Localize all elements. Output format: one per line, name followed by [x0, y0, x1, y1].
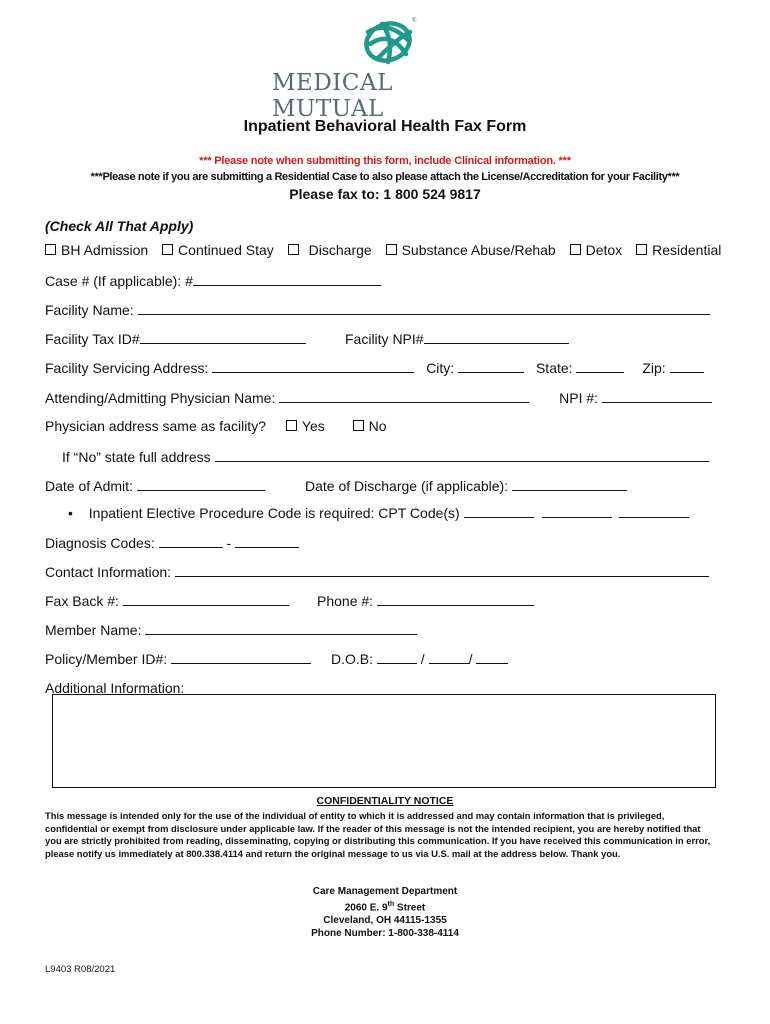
confidentiality-body: This message is intended only for the use of the individual of entity to which it is addressed and may contain information that is privileged, confidential or exempt from disclosure under applicable law. If the reader of this message is not the intended recipient, you are hereby notified that you are strictly prohibited from reading, disseminating, copying or distributing this communication. If you have received this communication in error, please notify us immediately at 800.338.4114 and return the original message to us via U.S. mail at the address below. Thank you.	[45, 810, 711, 859]
checkbox-substance-abuse[interactable]: Substance Abuse/Rehab	[386, 242, 556, 258]
date-admit-row: Date of Admit:	[45, 477, 265, 494]
note-clinical: *** Please note when submitting this form, include Clinical information. ***	[199, 155, 571, 167]
full-address-field[interactable]	[215, 448, 709, 462]
policy-id-row: Policy/Member ID#:	[45, 650, 311, 667]
checkbox-bh-admission[interactable]: BH Admission	[45, 242, 148, 258]
elective-row: • Inpatient Elective Procedure Code is required: CPT Code(s)	[68, 504, 689, 521]
facility-name-field[interactable]	[138, 301, 710, 315]
case-number-row: Case # (If applicable): #	[45, 272, 381, 289]
physician-same-row: Physician address same as facility? Yes No	[45, 418, 387, 434]
facility-npi-field[interactable]	[424, 330, 569, 344]
full-address-row: If “No” state full address	[62, 448, 709, 465]
brand-name: MEDICAL MUTUAL	[272, 70, 393, 122]
physician-name-row: Attending/Admitting Physician Name: NPI #:	[45, 389, 712, 406]
zip-field[interactable]	[670, 359, 704, 373]
checkbox-yes[interactable]: Yes	[286, 418, 325, 434]
dob-row: D.O.B: / /	[331, 650, 508, 667]
facility-name-row: Facility Name:	[45, 301, 710, 318]
fax-back-field[interactable]	[123, 592, 289, 606]
contact-row: Contact Information:	[45, 563, 709, 580]
department: Care Management Department	[312, 886, 458, 897]
diagnosis-row: Diagnosis Codes: -	[45, 534, 299, 551]
facility-tax-id-row: Facility Tax ID#	[45, 330, 306, 347]
form-code: L9403 R08/2021	[45, 964, 116, 975]
facility-npi-row: Facility NPI#	[345, 330, 569, 347]
member-name-field[interactable]	[145, 621, 417, 635]
address-block	[0, 885, 770, 940]
facility-address-field[interactable]	[212, 359, 414, 373]
cpt-code-3[interactable]	[619, 504, 689, 518]
checkbox-discharge[interactable]: Discharge	[288, 242, 372, 258]
medical-mutual-logo-icon	[270, 10, 500, 70]
dob-month-field[interactable]	[377, 650, 417, 664]
state-field[interactable]	[576, 359, 624, 373]
checkbox-detox[interactable]: Detox	[570, 242, 623, 258]
cpt-code-1[interactable]	[464, 504, 534, 518]
phone-row: Phone #:	[317, 592, 534, 609]
diagnosis-code-1[interactable]	[159, 534, 223, 548]
date-discharge-field[interactable]	[512, 477, 627, 491]
options-row	[45, 242, 721, 258]
facility-address-row: Facility Servicing Address: City: State: Zip:	[45, 359, 704, 376]
fax-to: Please fax to: 1 800 524 9817	[289, 186, 481, 202]
date-admit-field[interactable]	[137, 477, 265, 491]
case-number-field[interactable]	[193, 272, 381, 286]
form-title: Inpatient Behavioral Health Fax Form	[243, 118, 527, 135]
fax-back-row: Fax Back #:	[45, 592, 289, 609]
checkbox-residential[interactable]: Residential	[636, 242, 721, 258]
dob-day-field[interactable]	[429, 650, 469, 664]
phone-field[interactable]	[377, 592, 534, 606]
diagnosis-code-2[interactable]	[235, 534, 299, 548]
facility-tax-id-field[interactable]	[140, 330, 306, 344]
date-discharge-row: Date of Discharge (if applicable):	[305, 477, 627, 494]
additional-info-box[interactable]	[52, 694, 716, 788]
confidentiality-heading: CONFIDENTIALITY NOTICE	[316, 795, 454, 807]
note-residential: ***Please note if you are submitting a Residential Case to also please attach the License/Accreditation for your Facility***	[90, 171, 680, 183]
policy-id-field[interactable]	[171, 650, 311, 664]
bullet-icon: •	[68, 505, 73, 521]
checkbox-no[interactable]: No	[353, 418, 387, 434]
physician-name-field[interactable]	[279, 389, 529, 403]
npi-field[interactable]	[602, 389, 712, 403]
dob-year-field[interactable]	[476, 650, 508, 664]
city-state-zip: Cleveland, OH 44115-1355	[323, 915, 447, 927]
phone-number: Phone Number: 1-800-338-4114	[311, 928, 459, 940]
checkbox-continued-stay[interactable]: Continued Stay	[162, 242, 274, 258]
street: 2060 E. 9th Street	[344, 901, 426, 914]
city-field[interactable]	[458, 359, 524, 373]
additional-info-label: Additional Information:	[45, 680, 185, 696]
cpt-code-2[interactable]	[542, 504, 612, 518]
contact-field[interactable]	[175, 563, 709, 577]
logo	[270, 10, 500, 122]
member-name-row: Member Name:	[45, 621, 417, 638]
check-all-label: (Check All That Apply)	[45, 218, 194, 234]
svg-text:®: ®	[412, 18, 417, 24]
